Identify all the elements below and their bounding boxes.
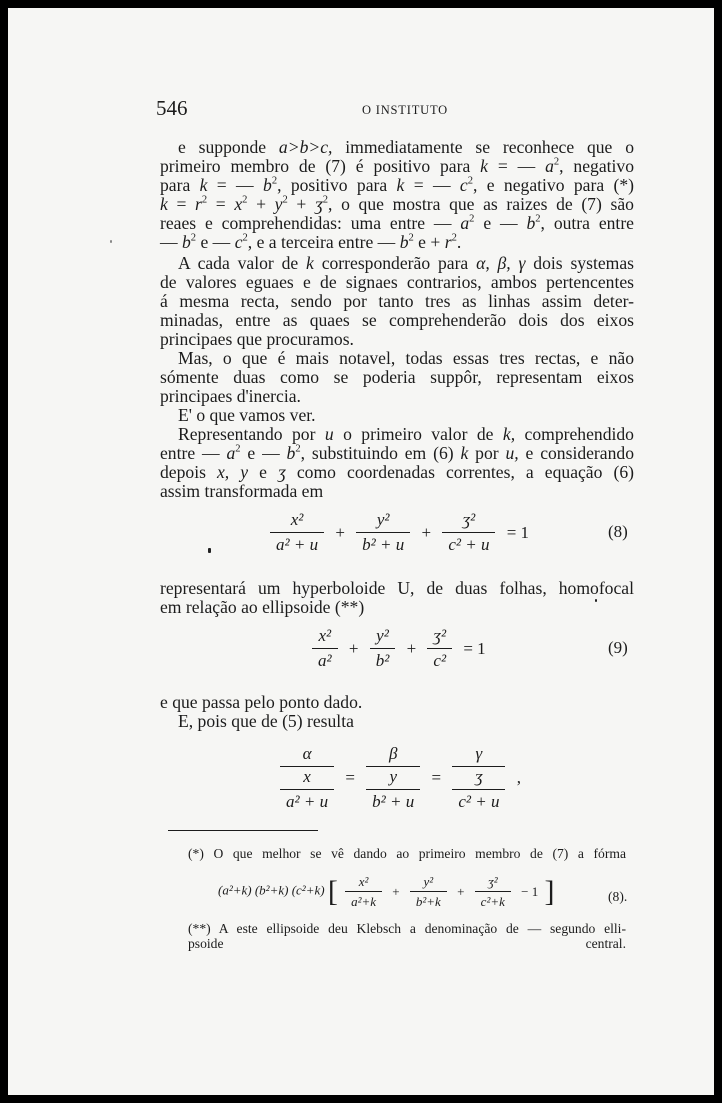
text-line: representará um hyperboloide U, de duas folhas, homofocal [160,578,634,598]
paragraph-5 [160,425,634,501]
equation-8: $\frac{\text{x²}}{\text{a² + u}}$ + $\frac{\text{y²}}{\text{b² + u}}$ + $\frac{\text{ʒ²}}{\text{c² + u}}$ = 1 [266,510,532,555]
text-line: para k = — $b^2$, positivo para k = — $c^2$, e negativo para (*) [160,175,634,195]
text-line: E' o que vamos ver. [178,405,316,425]
equation-label: (8) [608,522,628,541]
text-line: sómente duas como se poderia suppôr, representam eixos [160,367,634,387]
text-line: e supponde a>b>c, immediatamente se reconhece que o [178,137,634,157]
text-line: depois x, y e ʒ como coordenadas correntes, a equação (6) [160,462,634,482]
text-line: — $b^2$ e — $c^2$, e a terceira entre — $b^2$ $e + r^2$. [160,232,462,252]
text-line: (*) O que melhor se vê dando ao primeiro membro de (7) a fórma [188,846,626,861]
fraction: $\frac{\text{y²}}{\text{b²}}$ [370,626,396,671]
paragraph-1 [160,138,634,252]
footnote-rule [168,830,318,831]
text-line: E, pois que de (5) resulta [178,711,354,731]
paragraph-6 [160,579,634,617]
footnote-formula-label: (8). [608,889,628,904]
compound-fraction: β y b² + u [366,744,420,812]
footnote-formula: (a²+k) (b²+k) (c²+k) [ $\frac{\text{x²}}{\text{a²+k}}$ + $\frac{\text{y²}}{\text{b²+k}}$ + $\frac{\text{ʒ²}}{\text{c²+k}}$ − 1 ] [218,874,555,909]
text-line: psoide central. [188,936,626,951]
text-line: Representando por u o primeiro valor de k, comprehendido [178,424,634,444]
fraction: $\frac{\text{x²}}{\text{a² + u}}$ [270,510,324,555]
footnote-2 [188,921,626,951]
page-number: 546 [156,96,188,120]
equation-ratios: α x a² + u = β y b² + u = γ ʒ c² + u , [276,744,524,812]
scan-speck [595,599,597,602]
text-line: (**) A este ellipsoide deu Klebsch a denominação de — segundo elli- [188,921,626,936]
text-line: principaes d'inercia. [160,386,301,406]
compound-fraction: α x a² + u [280,744,334,812]
paragraph-3 [160,349,634,406]
text-line: assim transformada em [160,481,324,501]
text-line: A cada valor de k corresponderão para α, β, γ dois systemas [178,253,634,273]
scan-speck [110,240,112,243]
text-line: minadas, entre as quaes se comprehenderão dois dos eixos [160,310,634,330]
book-page [8,8,714,1095]
fraction: $\frac{\text{y²}}{\text{b² + u}}$ [356,510,410,555]
equation-9: $\frac{\text{x²}}{\text{a²}}$ + $\frac{\text{y²}}{\text{b²}}$ + $\frac{\text{ʒ²}}{\text{c²}}$ = 1 [308,626,489,671]
equation-label: (9) [608,638,628,657]
fraction: $\frac{\text{ʒ²}}{\text{c² + u}}$ [442,510,495,555]
paragraph-7 [160,693,634,731]
text-line: á mesma recta, sendo por tanto tres as linhas assim deter- [160,291,634,311]
text-line: primeiro membro de (7) é positivo para k = — $a^2$, negativo [160,156,634,176]
text-line: $k = r^2 = x^2 + y^2$ + ʒ$^2$, o que mostra que as raizes de (7) são [160,194,634,214]
text-line: em relação ao ellipsoide (**) [160,597,365,617]
text-line: reaes e comprehendidas: uma entre — $a^2$ e — $b^2$, outra entre [160,213,634,233]
text-line: entre — $a^2$ e — $b^2$, substituindo em (6) k por u, e considerando [160,443,634,463]
compound-fraction: γ ʒ c² + u [452,744,505,812]
fraction: $\frac{\text{x²}}{\text{a²}}$ [312,626,338,671]
footnote-1 [188,846,626,861]
running-title: O INSTITUTO [362,103,448,117]
paragraph-2 [160,254,634,349]
text-line: Mas, o que é mais notavel, todas essas tres rectas, e não [178,348,634,368]
text-line: de valores eguaes e de signaes contrarios, ambos pertencentes [160,272,634,292]
text-line: e que passa pelo ponto dado. [160,692,363,712]
fraction: $\frac{\text{ʒ²}}{\text{c²}}$ [427,626,452,671]
scan-speck [208,548,211,553]
paragraph-4 [160,406,634,425]
text-line: principaes que procuramos. [160,329,354,349]
